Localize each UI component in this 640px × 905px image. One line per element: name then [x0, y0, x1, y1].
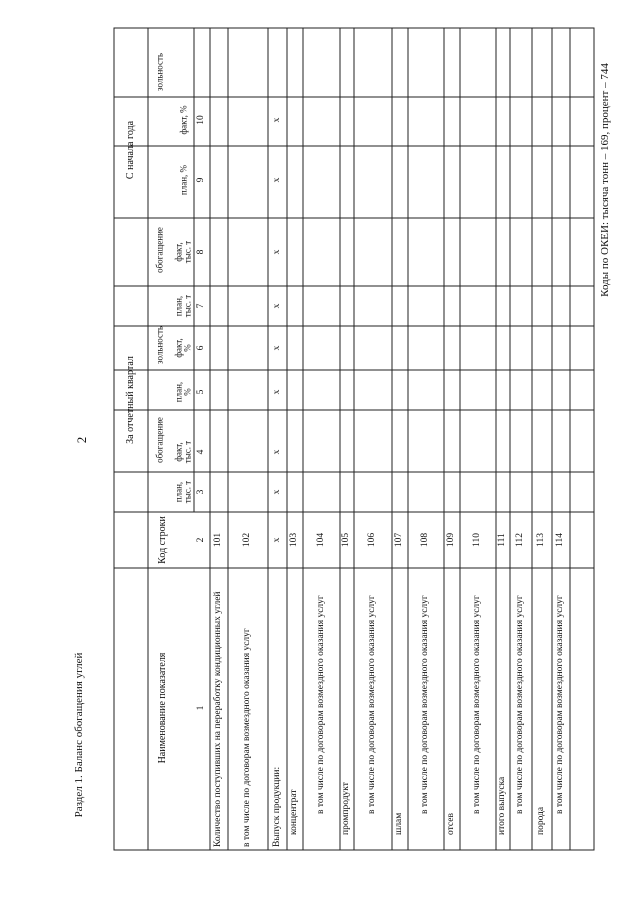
row-name: в том числе по договорам возмездного оказания услуг [420, 595, 431, 814]
col-number: 5 [196, 389, 207, 395]
header-ash-y: зольность [154, 52, 165, 92]
row-name: в том числе по договорам возмездного оказания услуг [315, 595, 326, 814]
col-number: 7 [196, 303, 207, 309]
col-number: 2 [196, 537, 207, 543]
header-fact-t-y: факт, тыс. т [173, 240, 193, 264]
row-cell-mark: х [271, 303, 282, 309]
row-code: 108 [420, 532, 431, 548]
row-code: 110 [472, 533, 483, 547]
section-title: Раздел 1. Баланс обогащения углей [73, 652, 86, 818]
row-name: концентрат [289, 789, 300, 835]
row-code: 109 [446, 532, 457, 548]
row-name: в том числе по договорам возмездного оказания услуг [555, 595, 566, 814]
header-plan-pct-y: план, % [178, 164, 189, 196]
row-code: 114 [555, 533, 566, 547]
header-enrichment-y: обогащение [154, 227, 165, 273]
row-code: 101 [213, 532, 224, 548]
col-number: 6 [196, 345, 207, 351]
row-code: 112 [515, 533, 526, 547]
header-code: Код строки [156, 516, 168, 564]
row-name: порода [536, 806, 547, 835]
row-cell-mark: х [271, 389, 282, 395]
row-code: 106 [367, 532, 378, 548]
header-plan-t-y: план, тыс. т [173, 294, 193, 318]
header-plan-t-q: план, тыс. т [173, 480, 193, 504]
header-quarter: За отчетный квартал [124, 356, 136, 444]
row-cell-mark: х [271, 449, 282, 455]
row-code: х [271, 537, 282, 543]
row-name: шлам [394, 812, 405, 835]
header-fact-t-q: факт, тыс. т [173, 440, 193, 464]
col-number: 8 [196, 249, 207, 255]
header-ash-q: зольность [154, 325, 165, 365]
row-name: Выпуск продукции: [271, 766, 282, 847]
row-code: 113 [536, 533, 547, 547]
row-name: итого выпуска [497, 776, 508, 835]
header-fact-pct-q: факт, % [173, 338, 193, 358]
row-cell-mark: х [271, 117, 282, 123]
row-code: 103 [289, 532, 300, 548]
row-name: в том числе по договорам возмездного оказания услуг [472, 595, 483, 814]
col-number: 3 [196, 489, 207, 495]
col-number: 1 [196, 705, 207, 711]
header-enrichment-q: обогащение [154, 417, 165, 463]
row-name: промпродукт [341, 782, 352, 835]
row-name: в том числе по договорам возмездного оказания услуг [367, 595, 378, 814]
col-number: 4 [196, 449, 207, 455]
row-cell-mark: х [271, 345, 282, 351]
row-name: отсев [446, 813, 457, 835]
header-year: С начала года [124, 120, 136, 180]
row-code: 111 [497, 533, 508, 547]
okei-codes: Коды по ОКЕИ: тысяча тонн – 169, процент – 744 [599, 63, 612, 297]
row-code: 102 [242, 532, 253, 548]
row-cell-mark: х [271, 489, 282, 495]
col-number: 10 [196, 115, 207, 125]
row-name: в том числе по договорам возмездного оказания услуг [515, 595, 526, 814]
header-plan-pct-q: план, % [173, 381, 193, 403]
page-number: 2 [74, 436, 89, 444]
col-number: 9 [196, 177, 207, 183]
row-code: 104 [315, 532, 326, 548]
row-cell-mark: х [271, 249, 282, 255]
row-code: 105 [341, 532, 352, 548]
row-code: 107 [394, 532, 405, 548]
header-fact-pct-y: факт, % [178, 105, 189, 135]
row-name: в том числе по договорам возмездного оказания услуг [242, 628, 253, 847]
row-name: Количество поступивших на переработку кондиционных углей [213, 591, 224, 847]
row-cell-mark: х [271, 177, 282, 183]
header-indicator: Наименование показателя [156, 652, 168, 764]
